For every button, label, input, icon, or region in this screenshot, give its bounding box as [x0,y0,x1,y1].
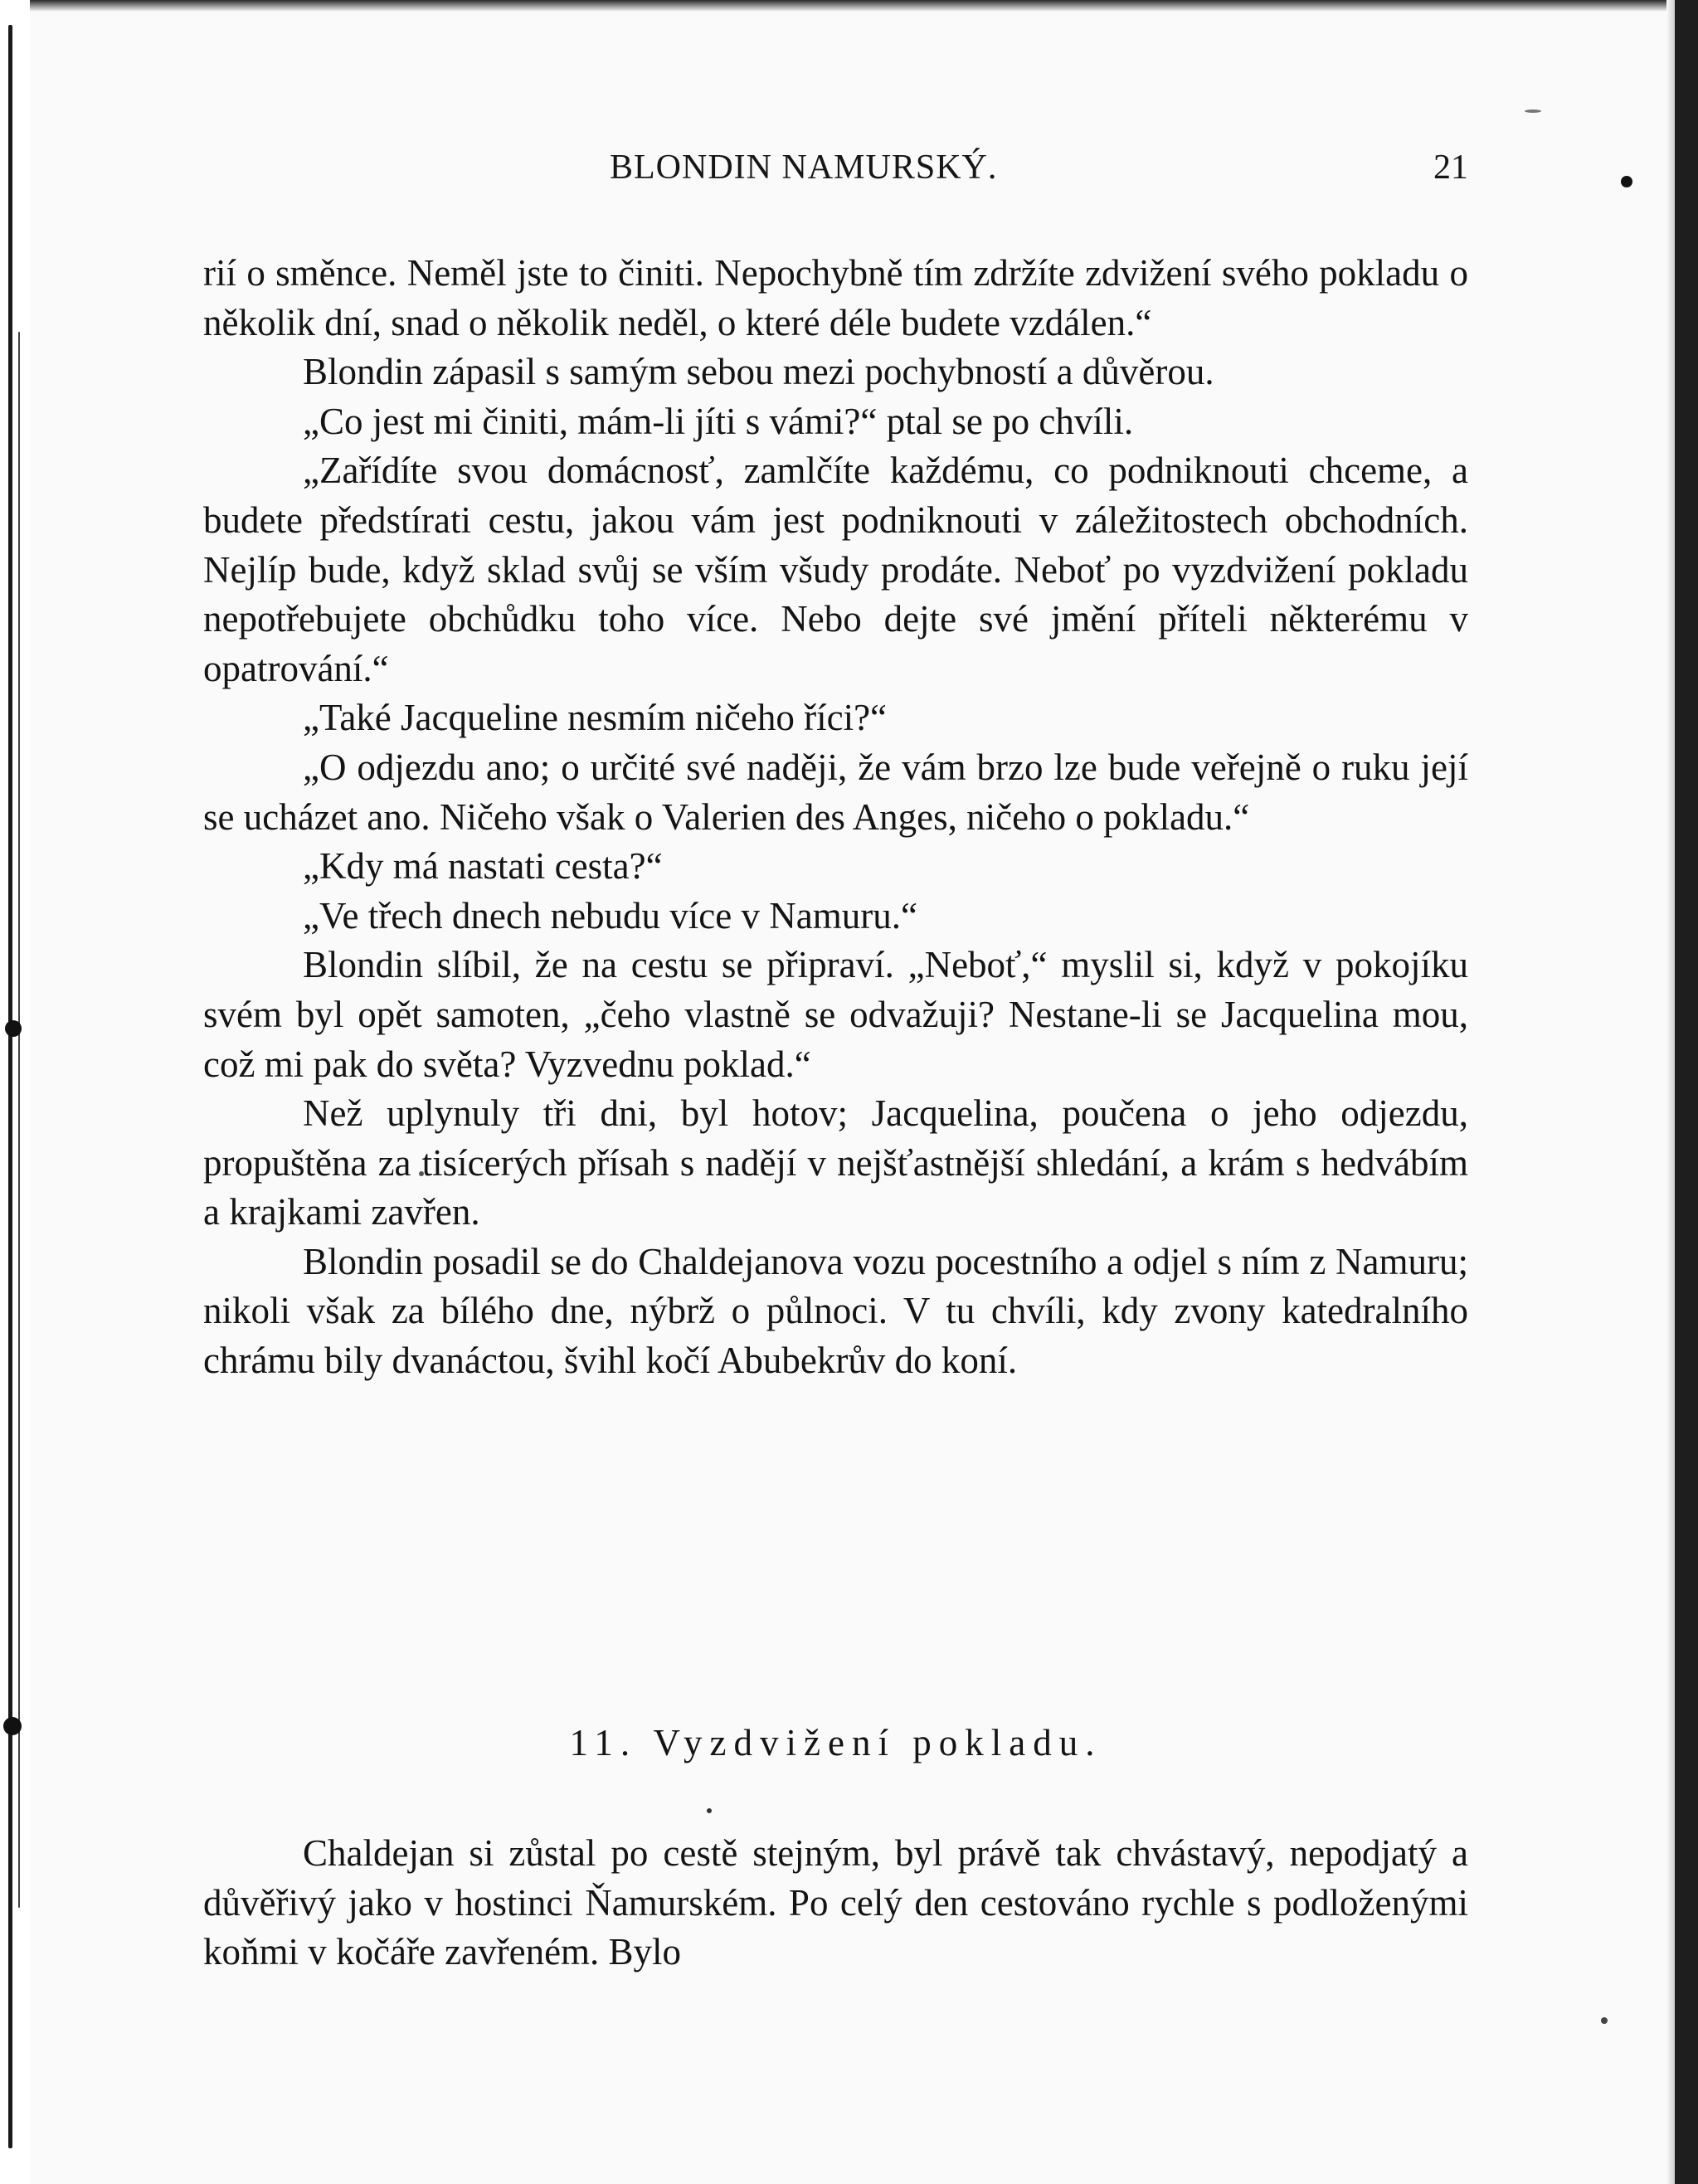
binding-edge [8,25,12,2148]
page-header [203,148,1468,197]
page-number: 21 [1433,148,1468,187]
paragraph: Blondin zápasil s samým sebou mezi pochybností a důvěrou. [303,351,1214,393]
scan-right-border [1675,0,1698,2184]
page-left-margin [0,0,30,2184]
ink-speck [5,1020,22,1037]
running-title: BLONDIN NAMURSKÝ. [610,148,998,187]
ink-speck [1525,109,1541,113]
paragraph: Blondin posadil se do Chaldejanova vozu pocestního a odjel s ním z Namuru; nikoli však za bílého dne, nýbrž o půlnoci. V tu chvíli, kdy zvony katedralního chrámu bily dvanáctou, švihl kočí Abubekrův do koní. [203,1240,1468,1382]
ink-speck [1601,2017,1608,2024]
body-text [203,249,1468,1386]
section-body-text [203,1829,1468,1977]
paragraph: „Ve třech dnech nebudu více v Namuru.“ [303,894,917,936]
scan-right-shadow [1666,0,1675,2184]
paragraph: „Zařídíte svou domácnosť, zamlčíte každému, co podniknouti chceme, a budete předstírati cestu, jakou vám jest podniknouti v záležitostech obchodních. Nejlíp bude, když sklad svůj se vším všudy prodáte. Neboť po vyzdvižení pokladu nepotřebujete obchůdku toho více. Nebo dejte své jmění příteli některému v opatrování.“ [203,450,1468,689]
paragraph: „Co jest mi činiti, mám-li jíti s vámi?“ ptal se po chvíli. [303,400,1134,442]
scan-top-shadow [30,0,1689,12]
paragraph: Chaldejan si zůstal po cestě stejným, byl právě tak chvástavý, nepodjatý a důvěřivý jako v hostinci Ňamurském. Po celý den cestováno rychle s podloženými koňmi v kočáře zavřeném. Bylo [203,1832,1468,1973]
paragraph: rií o směnce. Neměl jste to činiti. Nepochybně tím zdržíte zdvižení svého pokladu o několik dní, snad o několik neděl, o které déle budete vzdálen.“ [203,252,1468,343]
binding-edge-inner [18,332,20,1908]
ink-speck [1621,176,1632,187]
ink-speck [3,1717,22,1735]
paragraph: „Kdy má nastati cesta?“ [303,845,663,888]
paragraph: „Také Jacqueline nesmím ničeho říci?“ [303,697,888,739]
paragraph: Než uplynuly tři dni, byl hotov; Jacquelina, poučena o jeho odjezdu, propuštěna za tisícerých přísah s nadějí v nejšťastnější shledání, a krám s hedvábím a krajkami zavřen. [203,1092,1468,1233]
paragraph: Blondin slíbil, že na cestu se připraví. „Neboť,“ myslil si, když v pokojíku svém byl opět samoten, „čeho vlastně se odvažuji? Nestane-li se Jacquelina mou, což mi pak do světa? Vyzvednu poklad.“ [203,944,1468,1085]
paragraph: „O odjezdu ano; o určité své naději, že vám brzo lze bude veřejně o ruku její se ucházet ano. Ničeho však o Valerien des Anges, ničeho o pokladu.“ [203,746,1468,838]
section-heading: 11. Vyzdvižení pokladu. [569,1722,1102,1763]
ink-speck [707,1808,712,1813]
